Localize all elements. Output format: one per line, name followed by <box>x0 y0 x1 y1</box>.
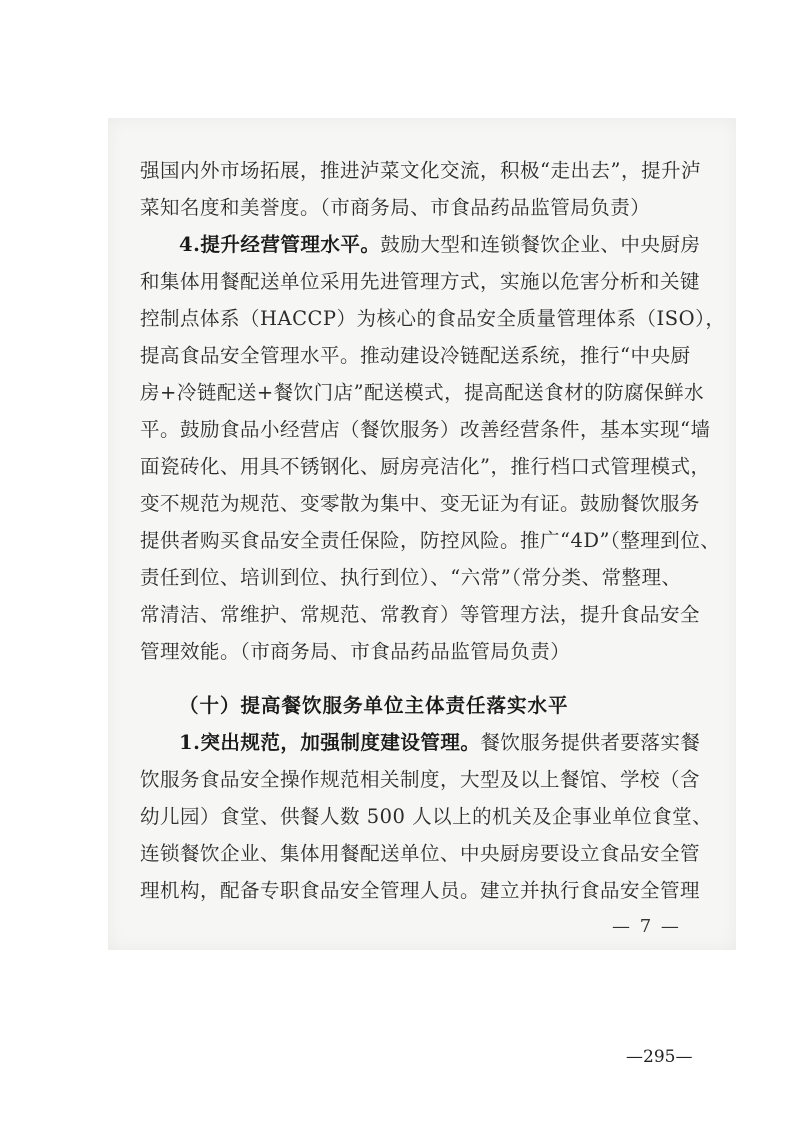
text-line <box>140 226 701 263</box>
text-line: 管理效能。（市商务局、市食品药品监管局负责） <box>140 640 571 663</box>
text-line: 平。鼓励食品小经营店（餐饮服务）改善经营条件，基本实现“墙 <box>140 418 711 441</box>
text-line: 常清洁、常维护、常规范、常教育）等管理方法，提升食品安全 <box>140 603 701 626</box>
text-line: 饮服务食品安全操作规范相关制度，大型及以上餐馆、学校（含 <box>140 768 701 791</box>
section-lead: 1.突出规范，加强制度建设管理。 <box>179 731 481 754</box>
text-line: 控制点体系（HACCP）为核心的食品安全质量管理体系（ISO）， <box>140 307 726 330</box>
text-line: 连锁餐饮企业、集体用餐配送单位、中央厨房要设立食品安全管 <box>140 842 701 865</box>
text-line: 面瓷砖化、用具不锈钢化、厨房亮洁化”，推行档口式管理模式， <box>140 455 711 478</box>
text-line: 责任到位、培训到位、执行到位）、“六常”（常分类、常整理、 <box>140 566 682 589</box>
section-heading: （十）提高餐饮服务单位主体责任落实水平 <box>179 694 569 717</box>
text-line: 强国内外市场拓展，推进泸菜文化交流，积极“走出去”，提升泸 <box>140 159 701 182</box>
paragraph-2 <box>140 226 726 670</box>
inner-page-number: — 7 — <box>612 916 681 937</box>
text-run: 鼓励大型和连锁餐饮企业、中央厨房 <box>380 233 701 256</box>
text-line: 和集体用餐配送单位采用先进管理方式，实施以危害分析和关键 <box>140 270 701 293</box>
text-line <box>140 724 701 761</box>
outer-page-number: —295— <box>626 1047 693 1067</box>
text-run: 餐饮服务提供者要落实餐 <box>480 731 701 754</box>
text-line: 提供者购买食品安全责任保险，防控风险。推广“4D”（整理到位、 <box>140 529 721 552</box>
section-lead: 4.提升经营管理水平。 <box>179 233 381 256</box>
paragraph-3 <box>140 724 713 909</box>
paragraph-1 <box>140 152 701 226</box>
text-line: 变不规范为规范、变零散为集中、变无证为有证。鼓励餐饮服务 <box>140 492 701 515</box>
text-line: 幼儿园）食堂、供餐人数 500 人以上的机关及企事业单位食堂、 <box>140 805 713 828</box>
text-line: 菜知名度和美誉度。（市商务局、市食品药品监管局负责） <box>140 196 651 219</box>
text-line: 提高食品安全管理水平。推动建设冷链配送系统，推行“中央厨 <box>140 344 691 367</box>
text-line: 理机构，配备专职食品安全管理人员。建立并执行食品安全管理 <box>140 879 701 902</box>
text-line: 房+冷链配送+餐饮门店”配送模式，提高配送食材的防腐保鲜水 <box>140 381 705 404</box>
